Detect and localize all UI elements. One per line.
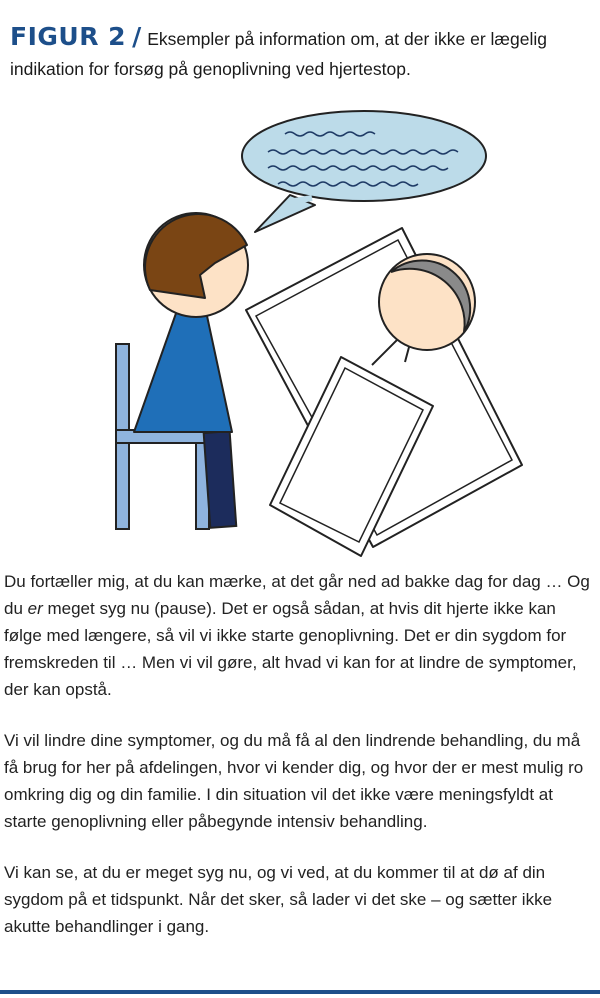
paragraph-1-start: Du fortæller mig, at du kan mærke, at det går ned ad bakke dag for dag … Og du	[4, 572, 590, 618]
paragraph-1-end: meget syg nu (pause). Det er også sådan, at hvis dit hjerte ikke kan følge med længere, så vil vi ikke starte genoplivning. Det er din sygdom for fremskreden til … Men vi vil gøre, alt hvad vi kan for at lindre de symptomer, der kan opstå.	[4, 599, 577, 699]
figure-caption-text: Eksempler på information om, at der ikke er lægelig indikation for forsøg på genoplivning ved hjertestop.	[10, 29, 547, 79]
paragraph-2: Vi vil lindre dine symptomer, og du må få al den lindrende behandling, du må få brug for her på afdelingen, hvor vi kender dig, og hvor der er mest mulig ro omkring dig og din familie. I din situation vil det ikke være meningsfyldt at starte genoplivning eller påbegynde intensiv behandling.	[4, 731, 584, 831]
paragraph-1-emphasis: er	[27, 599, 43, 618]
figure-caption	[10, 22, 590, 84]
figure-label: FIGUR 2	[10, 22, 127, 51]
body-text	[4, 568, 594, 964]
paragraph-3: Vi kan se, at du er meget syg nu, og vi ved, at du kommer til at dø af din sygdom på et tidspunkt. Når det sker, så lader vi det ske – og sætter ikke akutte behandlinger i gang.	[4, 863, 553, 936]
conversation-illustration	[0, 110, 600, 560]
paragraph-1	[4, 568, 594, 703]
bottom-rule	[0, 990, 600, 994]
seated-person	[134, 213, 248, 528]
figure-separator: /	[132, 22, 142, 51]
speech-bubble	[242, 111, 486, 232]
